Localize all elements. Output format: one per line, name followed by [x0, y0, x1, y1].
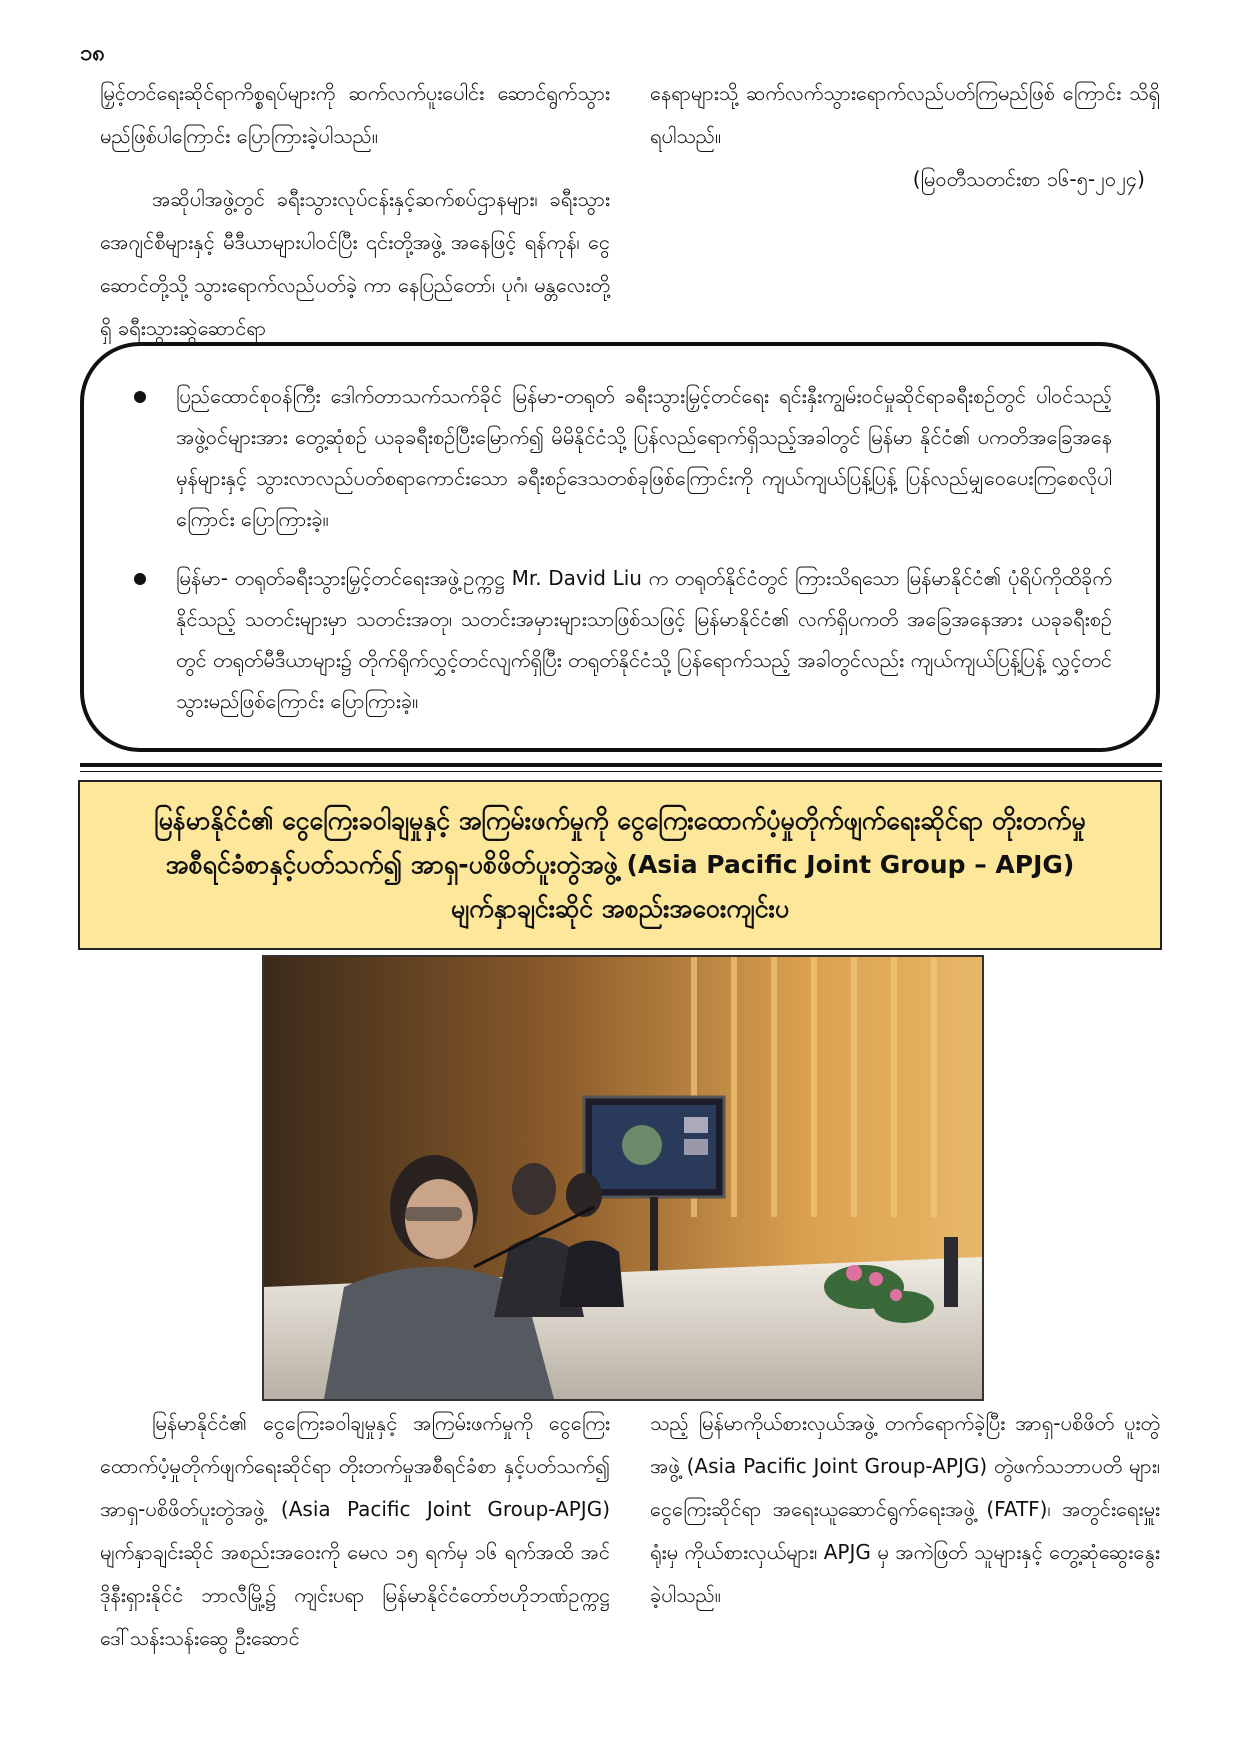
highlight-item: မြန်မာ- တရုတ်ခရီးသွားမြှင့်တင်ရေးအဖွဲ့ဥက္ကဋ္ဌ Mr. David Liu က တရုတ်နိုင်ငံတွင် ကြားသိရသော မြန်မာနိုင်ငံ၏ ပုံရိပ်ကိုထိခိုက်နိုင်သည့် သတင်းများမှာ သတင်းအတု၊ သတင်းအမှားများသာဖြစ်သဖြင့် မြန်မာနိုင်ငံ၏ လက်ရှိပကတိ အခြေအနေအား ယခုခရီးစဉ်တွင် တရုတ်မီဒီယာများ၌ တိုက်ရိုက်လွှင့်တင်လျက်ရှိပြီး တရုတ်နိုင်ငံသို့ ပြန်ရောက်သည့် အခါတွင်လည်း ကျယ်ကျယ်ပြန့်ပြန့် လွှင့်တင်သွားမည်ဖြစ်ကြောင်း ပြောကြားခဲ့။ [128, 558, 1112, 722]
bottom-right-column [650, 1402, 1160, 1660]
highlight-item: ပြည်ထောင်စုဝန်ကြီး ဒေါက်တာသက်သက်ခိုင် မြန်မာ-တရုတ် ခရီးသွားမြှင့်တင်ရေး ရင်းနှီးကျွမ်းဝင်မှုဆိုင်ရာခရီးစဉ်တွင် ပါဝင်သည့် အဖွဲ့ဝင်များအား တွေ့ဆုံစဉ် ယခုခရီးစဉ်ပြီးမြောက်၍ မိမိနိုင်ငံသို့ ပြန်လည်ရောက်ရှိသည့်အခါတွင် မြန်မာ နိုင်ငံ၏ ပကတိအခြေအနေမှန်များနှင့် သွားလာလည်ပတ်စရာကောင်းသော ခရီးစဉ်ဒေသတစ်ခုဖြစ်ကြောင်းကို ကျယ်ကျယ်ပြန့်ပြန့် ပြန်လည်မျှဝေပေးကြစေလိုပါကြောင်း ပြောကြားခဲ့။ [128, 376, 1112, 540]
highlights-box [80, 342, 1160, 752]
top-left-paragraph-1: မြှင့်တင်ရေးဆိုင်ရာကိစ္စရပ်များကို ဆက်လက်ပူးပေါင်း ဆောင်ရွက်သွားမည်ဖြစ်ပါကြောင်း ပြောကြားခဲ့ပါသည်။ [100, 81, 610, 148]
meeting-photo [262, 955, 984, 1401]
bottom-right-paragraph: သည့် မြန်မာကိုယ်စားလှယ်အဖွဲ့ တက်ရောက်ခဲ့ပြီး အာရှ-ပစိဖိတ် ပူးတွဲအဖွဲ့ (Asia Pacific Joint Group-APJG) တွဲဖက်သဘာပတိ များ၊ ငွေကြေးဆိုင်ရာ အရေးယူဆောင်ရွက်ရေးအဖွဲ့ (FATF)၊ အတွင်းရေးမှူးရုံးမှ ကိုယ်စားလှယ်များ၊ APJG မှ အကဲဖြတ် သူများနှင့် တွေ့ဆုံဆွေးနွေးခဲ့ပါသည်။ [650, 1411, 1160, 1607]
section-divider [80, 763, 1162, 767]
news-source: (မြဝတီသတင်းစာ ၁၆-၅-၂၀၂၄) [912, 167, 1145, 191]
highlights-list [128, 376, 1112, 722]
article-headline-box [78, 780, 1162, 950]
top-columns [100, 72, 1160, 350]
section-divider-thin [80, 771, 1162, 772]
bottom-left-column [100, 1402, 610, 1660]
top-right-paragraph: နေရာများသို့ ဆက်လက်သွားရောက်လည်ပတ်ကြမည်ဖြစ် ကြောင်း သိရှိရပါသည်။ [650, 81, 1160, 148]
article-headline: မြန်မာနိုင်ငံ၏ ငွေကြေးခဝါချမှုနှင့် အကြမ်းဖက်မှုကို ငွေကြေးထောက်ပံ့မှုတိုက်ဖျက်ရေးဆိုင်ရာ တိုးတက်မှုအစီရင်ခံစာနှင့်ပတ်သက်၍ အာရှ-ပစိဖိတ်ပူးတွဲအဖွဲ့ (Asia Pacific Joint Group – APJG) မျက်နှာချင်းဆိုင် အစည်းအဝေးကျင်းပ [154, 806, 1086, 923]
top-left-column [100, 72, 610, 350]
page-number: ၁၈ [80, 41, 105, 66]
top-right-column [650, 72, 1160, 350]
top-left-paragraph-2: အဆိုပါအဖွဲ့တွင် ခရီးသွားလုပ်ငန်းနှင့်ဆက်စပ်ဌာနများ၊ ခရီးသွားအေဂျင်စီများနှင့် မီဒီယာများပါဝင်ပြီး ၎င်းတို့အဖွဲ့ အနေဖြင့် ရန်ကုန်၊ ငွေဆောင်တို့သို့ သွားရောက်လည်ပတ်ခဲ့ ကာ နေပြည်တော်၊ ပုဂံ၊ မန္တလေးတို့ရှိ ခရီးသွားဆွဲဆောင်ရာ [100, 187, 610, 340]
bottom-columns [100, 1402, 1160, 1660]
bottom-left-paragraph: မြန်မာနိုင်ငံ၏ ငွေကြေးခဝါချမှုနှင့် အကြမ်းဖက်မှုကို ငွေကြေးထောက်ပံ့မှုတိုက်ဖျက်ရေးဆိုင်ရာ တိုးတက်မှုအစီရင်ခံစာ နှင့်ပတ်သက်၍ အာရှ-ပစိဖိတ်ပူးတွဲအဖွဲ့ (Asia Pacific Joint Group-APJG) မျက်နှာချင်းဆိုင် အစည်းအဝေးကို မေလ ၁၅ ရက်မှ ၁၆ ရက်အထိ အင်ဒိုနီးရှားနိုင်ငံ ဘာလီမြို့၌ ကျင်းပရာ မြန်မာနိုင်ငံတော်ဗဟိုဘဏ်ဥက္ကဋ္ဌ ဒေါ်သန်းသန်းဆွေ ဦးဆောင် [100, 1411, 610, 1650]
